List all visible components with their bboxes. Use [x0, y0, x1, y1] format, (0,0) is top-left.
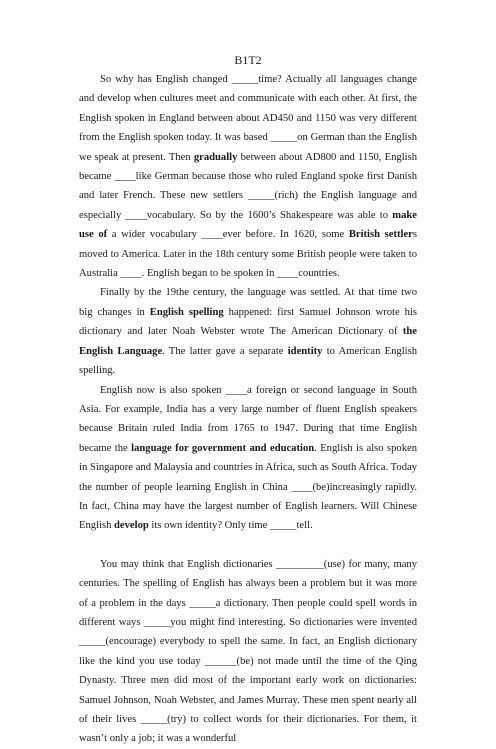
text-run: between about AD800 and 1150, English became ____like German because those who ruled England spoke first Danish and later French. These new settlers _____(rich) the English language and especially ____vocabulary. So by the 1600’s Shakespeare was able to [79, 151, 417, 221]
paragraph-spacer [79, 536, 417, 555]
paragraph-2 [79, 283, 417, 380]
text-run: Finally by the 19the century, the language was settled. At that time two big changes in [79, 287, 417, 318]
paragraph-4 [79, 555, 417, 749]
paragraph-1 [79, 70, 417, 283]
bold-phrase: gradually [193, 151, 238, 163]
text-run: its own identity? Only time _____tell. [148, 520, 313, 532]
document-page [79, 52, 417, 749]
bold-phrase: identity [287, 345, 323, 357]
document-body [79, 70, 417, 749]
text-run: a wider vocabulary ____ever before. In 1620, some [107, 229, 349, 241]
text-run: s moved to America. Later in the 18th century some British people were taken to Australia ____. English began to be spoken in ____countries. [79, 229, 417, 280]
text-run: to American English spelling. [79, 345, 418, 377]
text-run: . The latter gave a separate [162, 345, 288, 357]
text-run: You may think that English dictionaries _________(use) for many, many centuries. The spelling of English has always been a problem but it was more of a problem in the days _____a dictionary. Then people could spell words in different ways _____you might find interesting. So dictionaries were invented _____(encourage) everybody to spell the same. In fact, an English dictionary like the kind you use today ______(be) not made until the time of the Qing Dynasty. Three men did most of the important early work on dictionaries: Samuel Johnson, Noah Webster, and James Murray. These men spent nearly all of their lives _____(try) to collect words for their dictionaries. For them, it wasn’t only a job; it was a wonderful [79, 558, 417, 745]
paragraph-3 [79, 381, 417, 536]
bold-phrase: the English Language [79, 326, 417, 357]
bold-phrase: make use of [79, 209, 417, 241]
document-title: B1T2 [234, 53, 262, 67]
bold-phrase: British settler [348, 229, 413, 241]
text-run: So why has English changed _____time? Actually all languages change and develop when cultures meet and communicate with each other. At first, the English spoken in England between about AD450 and 1150 was very different from the English spoken today. It was based _____on German than the English we speak at present. Then [79, 74, 417, 163]
bold-phrase: develop [114, 520, 149, 532]
text-run: happened: first Samuel Johnson wrote his dictionary and later Noah Webster wrote The American Dictionary of [79, 306, 417, 338]
text-run: . English is also spoken in Singapore and Malaysia and countries in Africa, such as South Africa. Today the number of people learning English in China ____(be)increasingly rapidly. In fact, China may have the largest number of English learners. Will Chinese English [79, 442, 417, 532]
bold-phrase: language for government and education [131, 442, 315, 454]
text-run: English now is also spoken ____a foreign or second language in South Asia. For example, India has a very large number of fluent English speakers because Britain ruled India from 1765 to 1947. During that time English became the [79, 384, 417, 454]
bold-phrase: English spelling [149, 306, 224, 318]
